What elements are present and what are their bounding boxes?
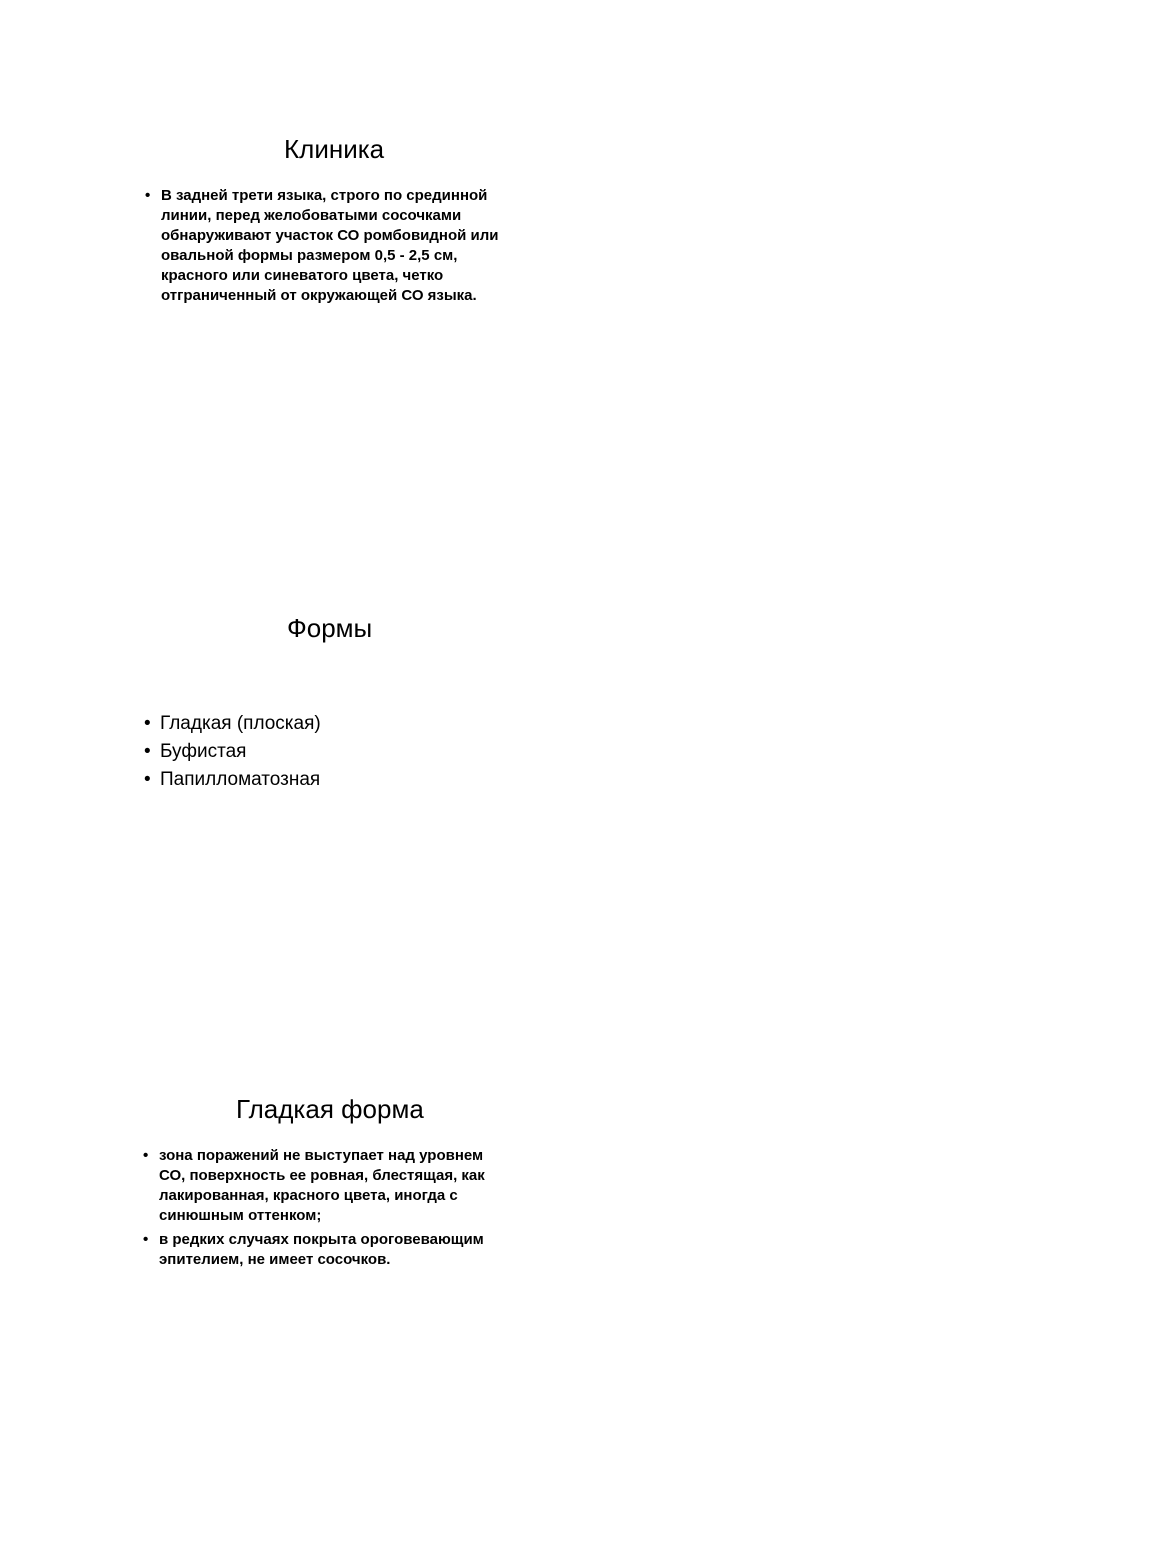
slide-title: Гладкая форма: [236, 1094, 424, 1124]
slide-smooth-form: [0, 1000, 1156, 1568]
list-item: • зона поражений не выступает над уровнем СО, поверхность ее ровная, блестящая, как лакированная, красного цвета, иногда с синюшным оттенком;: [143, 1146, 503, 1226]
list-item: • Папилломатозная: [144, 766, 524, 794]
bullet-list: [145, 186, 515, 306]
list-item: • в редких случаях покрыта ороговевающим эпителием, не имеет сосочков.: [143, 1230, 503, 1270]
bullet-list: [143, 1146, 503, 1270]
list-item: • Буфистая: [144, 738, 524, 766]
bullet-list: [144, 710, 524, 794]
list-item: • В задней трети языка, строго по срединной линии, перед желобоватыми сосочками обнаруживают участок СО ромбовидной или овальной формы размером 0,5 - 2,5 см, красного или синеватого цвета, четко отграниченный от окружающей СО языка.: [145, 186, 515, 306]
slide-forms: [0, 480, 1156, 1000]
slide-title: Формы: [287, 613, 373, 643]
slide-title: Клиника: [284, 134, 385, 164]
slide-clinic: [0, 0, 1156, 480]
list-item: • Гладкая (плоская): [144, 710, 524, 738]
